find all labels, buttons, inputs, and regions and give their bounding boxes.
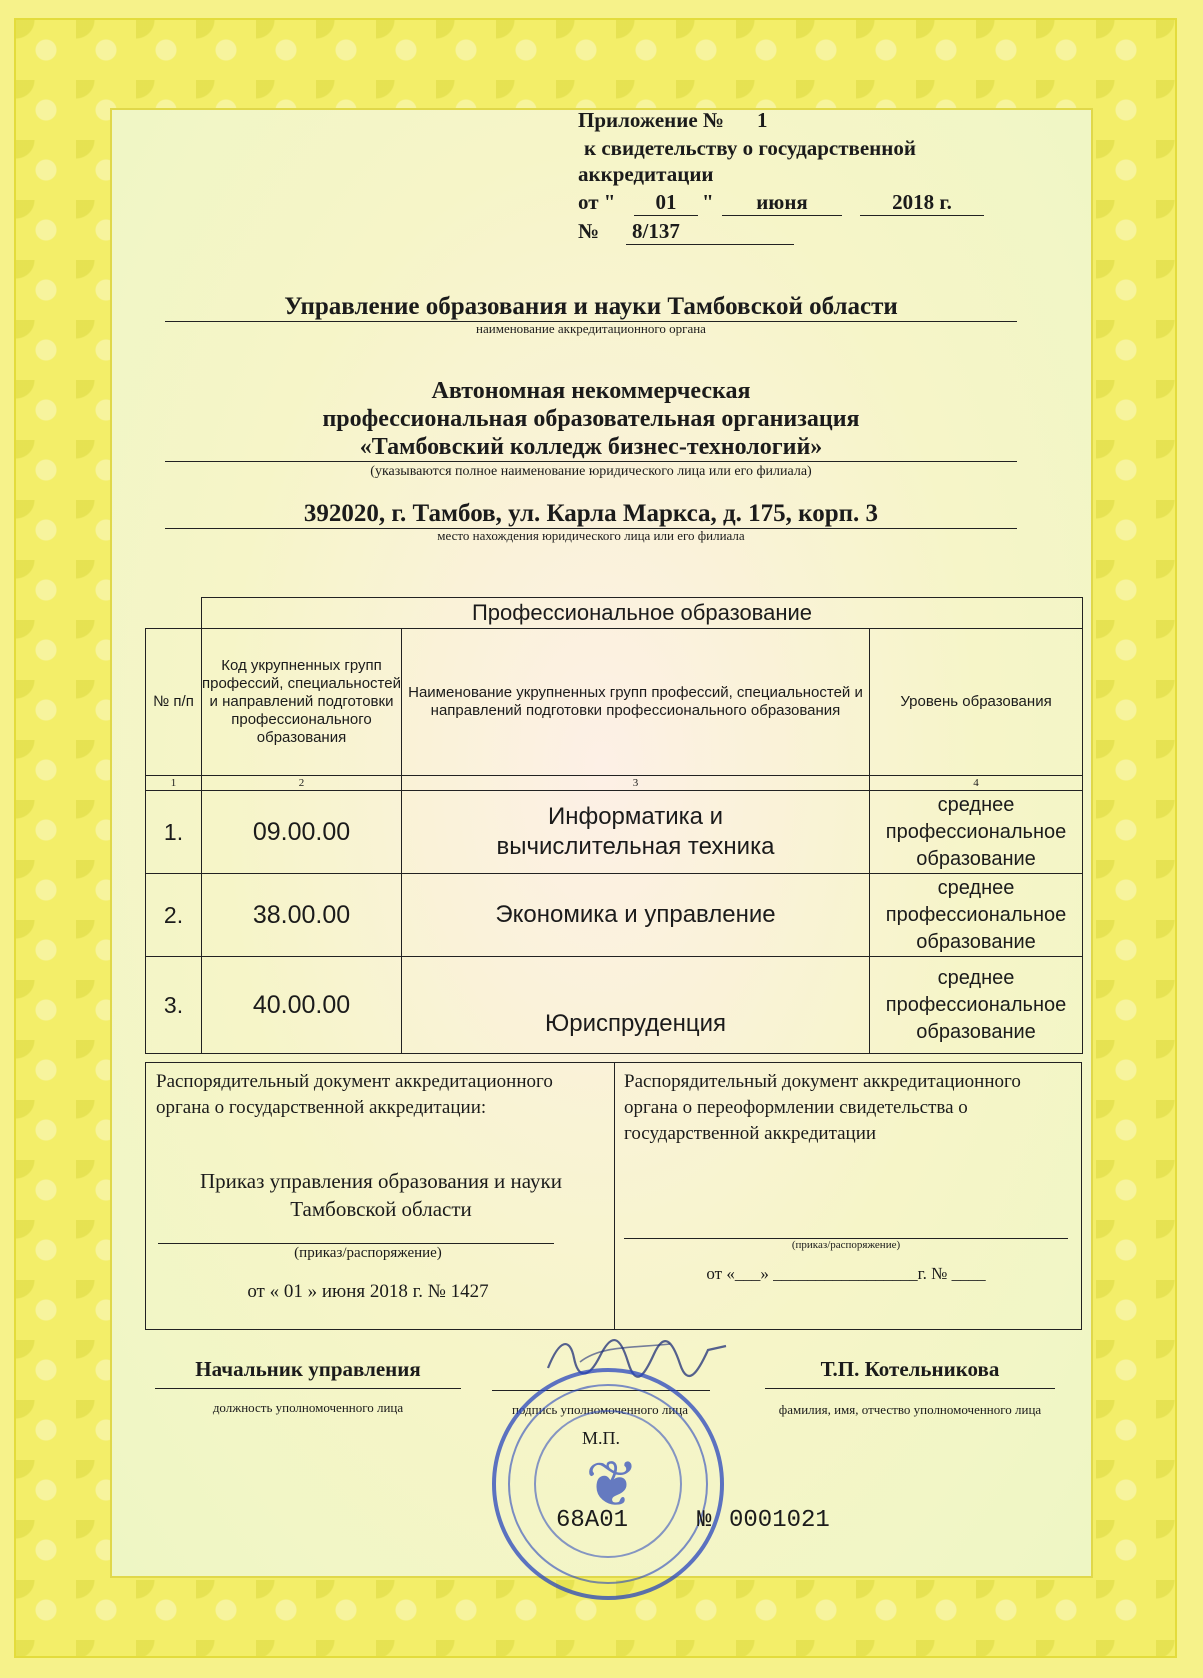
- row-name: Юриспруденция: [402, 957, 870, 1054]
- right-order-heading: Распорядительный документ аккредитационного органа о переоформлении свидетельства о государственной аккредитации: [624, 1071, 1021, 1144]
- left-order-value: Приказ управления образования и науки Тамбовской области: [200, 1169, 562, 1221]
- reg-prefix: №: [578, 219, 600, 243]
- left-order-line: [158, 1243, 554, 1244]
- date-prefix: от ": [578, 190, 616, 214]
- authority-name: Управление образования и науки Тамбовской области: [165, 293, 1017, 322]
- table-row: [146, 957, 1083, 1054]
- row-level: среднее профессиональное образование: [870, 791, 1083, 874]
- table-title-spacer: [146, 598, 202, 629]
- column-number-row: [146, 776, 1083, 791]
- row-code: 38.00.00: [202, 874, 402, 957]
- education-table: [145, 597, 1083, 1054]
- column-number: 3: [402, 776, 870, 791]
- signer-name-caption: фамилия, имя, отчество уполномоченного лица: [778, 1402, 1042, 1417]
- signer-position: Начальник управления: [155, 1357, 461, 1389]
- left-order-heading: Распорядительный документ аккредитационного органа о государственной аккредитации:: [156, 1071, 553, 1118]
- organization-line2: профессиональная образовательная организация: [322, 406, 860, 432]
- authority-caption: наименование аккредитационного органа: [476, 321, 706, 336]
- address-caption: место нахождения юридического лица или его филиала: [437, 528, 745, 543]
- column-number: 2: [202, 776, 402, 791]
- table-title-row: [146, 598, 1083, 629]
- date-year: 2018 г.: [860, 190, 984, 216]
- table-row: [146, 791, 1083, 874]
- left-order-date: от « 01 » июня 2018 г. № 1427: [247, 1281, 489, 1302]
- orders-box: [145, 1062, 1082, 1330]
- row-code: 40.00.00: [202, 957, 402, 1054]
- right-order-caption: (приказ/распоряжение): [791, 1239, 901, 1251]
- signer-name: Т.П. Котельникова: [765, 1357, 1055, 1389]
- mp-label: М.П.: [582, 1428, 621, 1448]
- eagle-emblem-icon: ❦: [585, 1449, 639, 1520]
- left-order-caption: (приказ/распоряжение): [294, 1245, 442, 1261]
- signer-position-caption: должность уполномоченного лица: [212, 1400, 404, 1415]
- table-title: Профессиональное образование: [202, 598, 1083, 629]
- header-level: Уровень образования: [870, 629, 1083, 776]
- organization-caption: (указываются полное наименование юридического лица или его филиала): [370, 464, 812, 479]
- appendix-number: 1: [757, 108, 768, 132]
- row-level: среднее профессиональное образование: [870, 957, 1083, 1054]
- appendix-line3: аккредитации: [578, 162, 714, 186]
- date-day: 01: [634, 190, 698, 216]
- appendix-line2: к свидетельству о государственной: [584, 136, 916, 160]
- organization-line3: «Тамбовский колледж бизнес-технологий»: [165, 433, 1017, 462]
- orders-divider: [614, 1063, 615, 1329]
- row-num: 2.: [146, 874, 202, 957]
- form-series: 68А01: [556, 1507, 629, 1534]
- row-num: 1.: [146, 791, 202, 874]
- form-number: 0001021: [729, 1507, 830, 1534]
- row-level: среднее профессиональное образование: [870, 874, 1083, 957]
- table-row: [146, 874, 1083, 957]
- header-code: Код укрупненных групп профессий, специальностей и направлений подготовки профессионального образования: [202, 629, 402, 776]
- appendix-label: Приложение №: [578, 108, 725, 132]
- date-quote: ": [702, 190, 714, 214]
- table-header-row: [146, 629, 1083, 776]
- address-value: 392020, г. Тамбов, ул. Карла Маркса, д. 175, корп. 3: [165, 500, 1017, 529]
- row-code: 09.00.00: [202, 791, 402, 874]
- reg-number: [626, 219, 794, 245]
- official-seal: [492, 1368, 724, 1600]
- row-name-text: Информатика и вычислительная техника: [496, 803, 775, 860]
- reg-number-value: 8/137: [632, 219, 680, 243]
- row-num: 3.: [146, 957, 202, 1054]
- organization-line1: Автономная некоммерческая: [431, 378, 751, 404]
- form-number-prefix: №: [697, 1507, 712, 1534]
- signature-caption: подпись уполномоченного лица: [511, 1402, 689, 1417]
- column-number: 1: [146, 776, 202, 791]
- row-name: Экономика и управление: [402, 874, 870, 957]
- column-number: 4: [870, 776, 1083, 791]
- right-order-date: от «___» _________________г. № ____: [706, 1264, 986, 1283]
- row-name: [402, 791, 870, 874]
- header-num: № п/п: [146, 629, 202, 776]
- header-name: Наименование укрупненных групп профессий, специальностей и направлений подготовки профессионального образования: [402, 629, 870, 776]
- date-month: июня: [722, 190, 842, 216]
- appendix-title: [578, 108, 724, 133]
- organization-name: [165, 377, 1017, 462]
